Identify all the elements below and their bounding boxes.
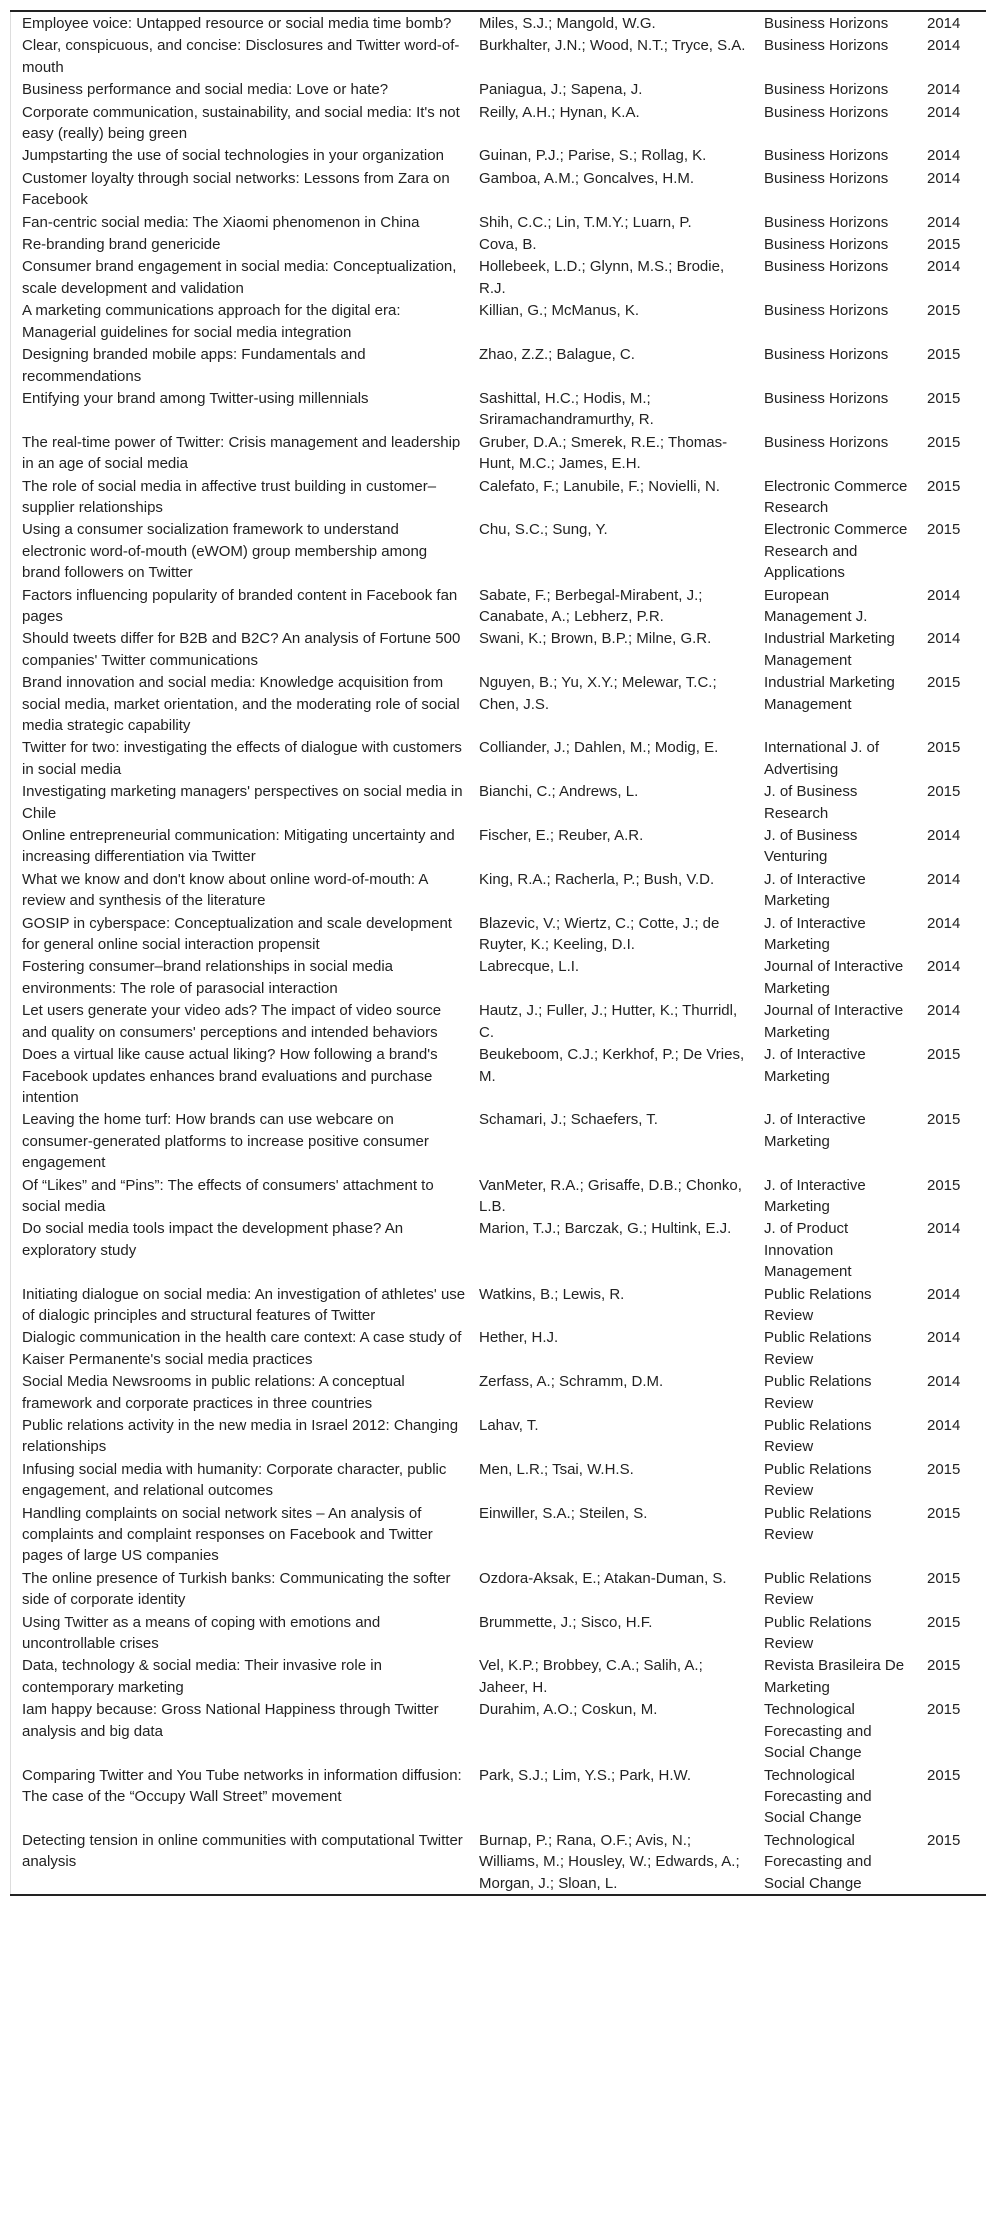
article-title-cell: Comparing Twitter and You Tube networks in information diffusion: The case of the “Occupy Wall Street” movement: [22, 1766, 462, 1805]
year-cell: 2015: [927, 739, 961, 757]
journal-cell: Public Relations Review: [764, 1417, 872, 1456]
table-row: [11, 1217, 987, 1282]
table-row: [11, 431, 987, 475]
authors-cell: Calefato, F.; Lanubile, F.; Novielli, N.: [479, 477, 720, 495]
article-title-cell: Data, technology & social media: Their invasive role in contemporary marketing: [22, 1657, 382, 1696]
journal-cell: Industrial Marketing Management: [764, 674, 895, 713]
year-cell: 2015: [927, 477, 961, 495]
authors-cell: Schamari, J.; Schaefers, T.: [479, 1111, 658, 1129]
article-title-cell: Let users generate your video ads? The impact of video source and quality on consumers' perceptions and intended behaviors: [22, 1002, 442, 1041]
table-row: [11, 736, 987, 780]
authors-cell: Einwiller, S.A.; Steilen, S.: [479, 1504, 648, 1522]
year-cell: 2015: [927, 1613, 961, 1631]
year-cell: 2014: [927, 1285, 961, 1303]
table-row: [11, 1829, 987, 1895]
table-row: [11, 78, 987, 100]
year-cell: 2014: [927, 213, 961, 231]
year-cell: 2014: [927, 103, 961, 121]
article-title-cell: Leaving the home turf: How brands can use webcare on consumer-generated platforms to increase positive consumer engagement: [22, 1111, 429, 1172]
publications-table: [10, 10, 986, 1896]
authors-cell: Beukeboom, C.J.; Kerkhof, P.; De Vries, M.: [479, 1046, 745, 1085]
table-row: [11, 1458, 987, 1502]
authors-cell: Swani, K.; Brown, B.P.; Milne, G.R.: [479, 630, 712, 648]
article-title-cell: Entifying your brand among Twitter-using millennials: [22, 389, 369, 407]
article-title-cell: Does a virtual like cause actual liking? How following a brand's Facebook updates enhances brand evaluations and purchase intention: [22, 1046, 438, 1106]
year-cell: 2014: [927, 37, 961, 55]
article-title-cell: Consumer brand engagement in social media: Conceptualization, scale development and validation: [22, 258, 457, 297]
authors-cell: Killian, G.; McManus, K.: [479, 302, 640, 320]
journal-cell: Business Horizons: [764, 103, 889, 121]
table-row: [11, 1567, 987, 1611]
article-title-cell: Using a consumer socialization framework to understand electronic word-of-mouth (eWOM) group membership among brand followers on Twitter: [22, 521, 428, 582]
table-row: [11, 912, 987, 956]
table-body: [11, 11, 987, 1895]
table-row: [11, 1502, 987, 1567]
journal-cell: Public Relations Review: [764, 1613, 872, 1653]
authors-cell: Cova, B.: [479, 236, 537, 254]
authors-cell: Zerfass, A.; Schramm, D.M.: [479, 1373, 664, 1391]
article-title-cell: Business performance and social media: Love or hate?: [22, 81, 389, 99]
year-cell: 2014: [927, 1329, 961, 1347]
article-title-cell: Social Media Newsrooms in public relations: A conceptual framework and corporate practices in three countries: [22, 1373, 405, 1412]
authors-cell: Shih, C.C.; Lin, T.M.Y.; Luarn, P.: [479, 213, 692, 231]
year-cell: 2014: [927, 630, 961, 648]
journal-cell: Public Relations Review: [764, 1504, 872, 1544]
year-cell: 2015: [927, 236, 961, 254]
table-row: [11, 868, 987, 912]
authors-cell: Guinan, P.J.; Parise, S.; Rollag, K.: [479, 147, 707, 165]
year-cell: 2014: [927, 15, 961, 32]
authors-cell: Burkhalter, J.N.; Wood, N.T.; Tryce, S.A.: [479, 37, 746, 55]
authors-cell: Hautz, J.; Fuller, J.; Hutter, K.; Thurridl, C.: [479, 1002, 738, 1041]
article-title-cell: The real-time power of Twitter: Crisis management and leadership in an age of social media: [22, 433, 461, 473]
year-cell: 2014: [927, 1002, 961, 1020]
authors-cell: Brummette, J.; Sisco, H.F.: [479, 1613, 653, 1631]
authors-cell: Miles, S.J.; Mangold, W.G.: [479, 15, 656, 32]
journal-cell: Technological Forecasting and Social Change: [764, 1766, 872, 1827]
authors-cell: Sabate, F.; Berbegal-Mirabent, J.; Canabate, A.; Lebherz, P.R.: [479, 586, 703, 625]
table-row: [11, 1326, 987, 1370]
article-title-cell: The role of social media in affective trust building in customer–supplier relationships: [22, 477, 437, 516]
year-cell: 2015: [927, 433, 961, 451]
article-title-cell: Handling complaints on social network sites – An analysis of complaints and complaint responses on Facebook and Twitter pages of large US companies: [22, 1504, 433, 1565]
year-cell: 2014: [927, 81, 961, 99]
authors-cell: Ozdora-Aksak, E.; Atakan-Duman, S.: [479, 1569, 727, 1587]
authors-cell: Watkins, B.; Lewis, R.: [479, 1285, 625, 1303]
article-title-cell: Online entrepreneurial communication: Mitigating uncertainty and increasing differentiation via Twitter: [22, 827, 455, 866]
journal-cell: J. of Interactive Marketing: [764, 914, 866, 954]
year-cell: 2015: [927, 521, 961, 539]
journal-cell: Technological Forecasting and Social Change: [764, 1831, 872, 1892]
journal-cell: J. of Interactive Marketing: [764, 870, 866, 910]
article-title-cell: Dialogic communication in the health care context: A case study of Kaiser Permanente's social media practices: [22, 1329, 462, 1368]
article-title-cell: Do social media tools impact the development phase? An exploratory study: [22, 1220, 404, 1259]
authors-cell: Fischer, E.; Reuber, A.R.: [479, 827, 644, 845]
journal-cell: Business Horizons: [764, 302, 889, 320]
table-row: [11, 824, 987, 868]
journal-cell: Electronic Commerce Research and Applications: [764, 521, 908, 582]
article-title-cell: Initiating dialogue on social media: An investigation of athletes' use of dialogic principles and structural features of Twitter: [22, 1285, 466, 1324]
journal-cell: Public Relations Review: [764, 1285, 872, 1324]
table-row: [11, 211, 987, 233]
article-title-cell: Infusing social media with humanity: Corporate character, public engagement, and relational outcomes: [22, 1460, 447, 1500]
year-cell: 2015: [927, 674, 961, 692]
table-row: [11, 1283, 987, 1327]
journal-cell: J. of Interactive Marketing: [764, 1046, 866, 1085]
article-title-cell: Designing branded mobile apps: Fundamentals and recommendations: [22, 346, 366, 385]
journal-cell: European Management J.: [764, 586, 868, 625]
year-cell: 2015: [927, 1176, 961, 1194]
article-title-cell: Investigating marketing managers' perspectives on social media in Chile: [22, 783, 463, 822]
table-row: [11, 1764, 987, 1829]
table-row: [11, 34, 987, 78]
table-row: [11, 11, 987, 34]
year-cell: 2014: [927, 1373, 961, 1391]
authors-cell: Durahim, A.O.; Coskun, M.: [479, 1701, 658, 1719]
table-row: [11, 627, 987, 671]
authors-cell: Hollebeek, L.D.; Glynn, M.S.; Brodie, R.J.: [479, 258, 725, 297]
table-row: [11, 144, 987, 166]
article-title-cell: Detecting tension in online communities with computational Twitter analysis: [22, 1831, 463, 1871]
journal-cell: Industrial Marketing Management: [764, 630, 895, 669]
table-row: [11, 780, 987, 824]
journal-cell: J. of Interactive Marketing: [764, 1176, 866, 1215]
authors-cell: Labrecque, L.I.: [479, 958, 580, 976]
authors-cell: Chu, S.C.; Sung, Y.: [479, 521, 608, 539]
article-title-cell: Using Twitter as a means of coping with emotions and uncontrollable crises: [22, 1613, 381, 1653]
journal-cell: Business Horizons: [764, 236, 889, 254]
year-cell: 2015: [927, 1460, 961, 1478]
table-row: [11, 584, 987, 628]
journal-cell: Public Relations Review: [764, 1373, 872, 1412]
table-row: [11, 1414, 987, 1458]
table-row: [11, 255, 987, 299]
authors-cell: Park, S.J.; Lim, Y.S.; Park, H.W.: [479, 1766, 692, 1784]
year-cell: 2014: [927, 258, 961, 276]
authors-cell: Hether, H.J.: [479, 1329, 559, 1347]
journal-cell: Public Relations Review: [764, 1569, 872, 1609]
year-cell: 2014: [927, 1220, 961, 1238]
year-cell: 2015: [927, 1569, 961, 1587]
journal-cell: Business Horizons: [764, 81, 889, 99]
year-cell: 2014: [927, 870, 961, 888]
authors-cell: Blazevic, V.; Wiertz, C.; Cotte, J.; de Ruyter, K.; Keeling, D.I.: [479, 914, 720, 954]
authors-cell: VanMeter, R.A.; Grisaffe, D.B.; Chonko, L.B.: [479, 1176, 742, 1215]
article-title-cell: Should tweets differ for B2B and B2C? An analysis of Fortune 500 companies' Twitter communications: [22, 630, 461, 669]
year-cell: 2015: [927, 1766, 961, 1784]
journal-cell: Journal of Interactive Marketing: [764, 1002, 904, 1041]
authors-cell: Gruber, D.A.; Smerek, R.E.; Thomas-Hunt, M.C.; James, E.H.: [479, 433, 728, 473]
table-row: [11, 167, 987, 211]
article-title-cell: GOSIP in cyberspace: Conceptualization and scale development for general online social interaction propensit: [22, 914, 452, 954]
journal-cell: Revista Brasileira De Marketing: [764, 1657, 905, 1696]
year-cell: 2015: [927, 1046, 961, 1064]
journal-cell: Public Relations Review: [764, 1329, 872, 1368]
year-cell: 2014: [927, 958, 961, 976]
table-row: [11, 1698, 987, 1763]
journal-cell: Business Horizons: [764, 15, 889, 32]
year-cell: 2014: [927, 169, 961, 187]
authors-cell: Bianchi, C.; Andrews, L.: [479, 783, 639, 801]
year-cell: 2015: [927, 1657, 961, 1675]
year-cell: 2015: [927, 389, 961, 407]
year-cell: 2015: [927, 1831, 961, 1849]
year-cell: 2014: [927, 914, 961, 932]
table-row: [11, 1108, 987, 1173]
year-cell: 2015: [927, 302, 961, 320]
authors-cell: Lahav, T.: [479, 1417, 539, 1434]
year-cell: 2014: [927, 147, 961, 165]
journal-cell: Business Horizons: [764, 346, 889, 364]
article-title-cell: Jumpstarting the use of social technologies in your organization: [22, 147, 444, 165]
article-title-cell: Clear, conspicuous, and concise: Disclosures and Twitter word-of-mouth: [22, 37, 460, 76]
authors-cell: Vel, K.P.; Brobbey, C.A.; Salih, A.; Jaheer, H.: [479, 1657, 703, 1696]
article-title-cell: Of “Likes” and “Pins”: The effects of consumers' attachment to social media: [22, 1176, 434, 1215]
table-row: [11, 999, 987, 1043]
table-row: [11, 101, 987, 145]
article-title-cell: Corporate communication, sustainability, and social media: It's not easy (really) being green: [22, 103, 460, 143]
journal-cell: J. of Product Innovation Management: [764, 1220, 852, 1281]
table-row: [11, 1043, 987, 1108]
table-row: [11, 233, 987, 255]
journal-cell: Business Horizons: [764, 37, 889, 55]
article-title-cell: Fostering consumer–brand relationships in social media environments: The role of parasocial interaction: [22, 958, 394, 997]
table-row: [11, 387, 987, 431]
table-row: [11, 299, 987, 343]
table-row: [11, 1611, 987, 1655]
article-title-cell: Public relations activity in the new media in Israel 2012: Changing relationships: [22, 1417, 459, 1456]
table-row: [11, 671, 987, 736]
journal-cell: J. of Business Venturing: [764, 827, 858, 866]
year-cell: 2014: [927, 827, 961, 845]
journal-cell: Public Relations Review: [764, 1460, 872, 1500]
authors-cell: King, R.A.; Racherla, P.; Bush, V.D.: [479, 870, 715, 888]
table-row: [11, 1174, 987, 1218]
authors-cell: Zhao, Z.Z.; Balague, C.: [479, 346, 635, 364]
authors-cell: Colliander, J.; Dahlen, M.; Modig, E.: [479, 739, 719, 757]
year-cell: 2014: [927, 586, 961, 604]
article-title-cell: Re-branding brand genericide: [22, 236, 221, 254]
journal-cell: Business Horizons: [764, 213, 889, 231]
year-cell: 2014: [927, 1417, 961, 1434]
article-title-cell: A marketing communications approach for the digital era: Managerial guidelines for social media integration: [22, 302, 401, 341]
table-row: [11, 475, 987, 519]
authors-cell: Reilly, A.H.; Hynan, K.A.: [479, 103, 640, 121]
article-title-cell: Employee voice: Untapped resource or social media time bomb?: [22, 15, 452, 32]
journal-cell: J. of Interactive Marketing: [764, 1111, 866, 1150]
article-title-cell: Brand innovation and social media: Knowledge acquisition from social media, market orientation, and the moderating role of social media strategic capability: [22, 674, 460, 734]
journal-cell: International J. of Advertising: [764, 739, 880, 778]
table-row: [11, 518, 987, 583]
table-row: [11, 1370, 987, 1414]
year-cell: 2015: [927, 783, 961, 801]
table-row: [11, 1654, 987, 1698]
authors-cell: Sashittal, H.C.; Hodis, M.; Sriramachandramurthy, R.: [479, 389, 654, 429]
article-title-cell: What we know and don't know about online word-of-mouth: A review and synthesis of the literature: [22, 870, 428, 910]
table-row: [11, 955, 987, 999]
article-title-cell: Twitter for two: investigating the effects of dialogue with customers in social media: [22, 739, 462, 778]
article-title-cell: Fan-centric social media: The Xiaomi phenomenon in China: [22, 213, 420, 231]
authors-cell: Gamboa, A.M.; Goncalves, H.M.: [479, 169, 695, 187]
year-cell: 2015: [927, 1504, 961, 1522]
journal-cell: Business Horizons: [764, 433, 889, 451]
article-title-cell: Customer loyalty through social networks: Lessons from Zara on Facebook: [22, 169, 450, 209]
authors-cell: Marion, T.J.; Barczak, G.; Hultink, E.J.: [479, 1220, 732, 1238]
journal-cell: Business Horizons: [764, 389, 889, 407]
year-cell: 2015: [927, 1111, 961, 1129]
authors-cell: Nguyen, B.; Yu, X.Y.; Melewar, T.C.; Chen, J.S.: [479, 674, 717, 713]
journal-cell: Business Horizons: [764, 258, 889, 276]
journal-cell: Business Horizons: [764, 147, 889, 165]
article-title-cell: The online presence of Turkish banks: Communicating the softer side of corporate identity: [22, 1569, 451, 1609]
journal-cell: Electronic Commerce Research: [764, 477, 908, 516]
year-cell: 2015: [927, 346, 961, 364]
journal-cell: Journal of Interactive Marketing: [764, 958, 904, 997]
journal-cell: J. of Business Research: [764, 783, 858, 822]
year-cell: 2015: [927, 1701, 961, 1719]
authors-cell: Burnap, P.; Rana, O.F.; Avis, N.; Williams, M.; Housley, W.; Edwards, A.; Morgan, J.; Sloan, L.: [479, 1831, 740, 1892]
article-title-cell: Factors influencing popularity of branded content in Facebook fan pages: [22, 586, 458, 625]
article-title-cell: Iam happy because: Gross National Happiness through Twitter analysis and big data: [22, 1701, 439, 1740]
table-row: [11, 343, 987, 387]
journal-cell: Technological Forecasting and Social Change: [764, 1701, 872, 1762]
authors-cell: Paniagua, J.; Sapena, J.: [479, 81, 643, 99]
journal-cell: Business Horizons: [764, 169, 889, 187]
authors-cell: Men, L.R.; Tsai, W.H.S.: [479, 1460, 634, 1478]
